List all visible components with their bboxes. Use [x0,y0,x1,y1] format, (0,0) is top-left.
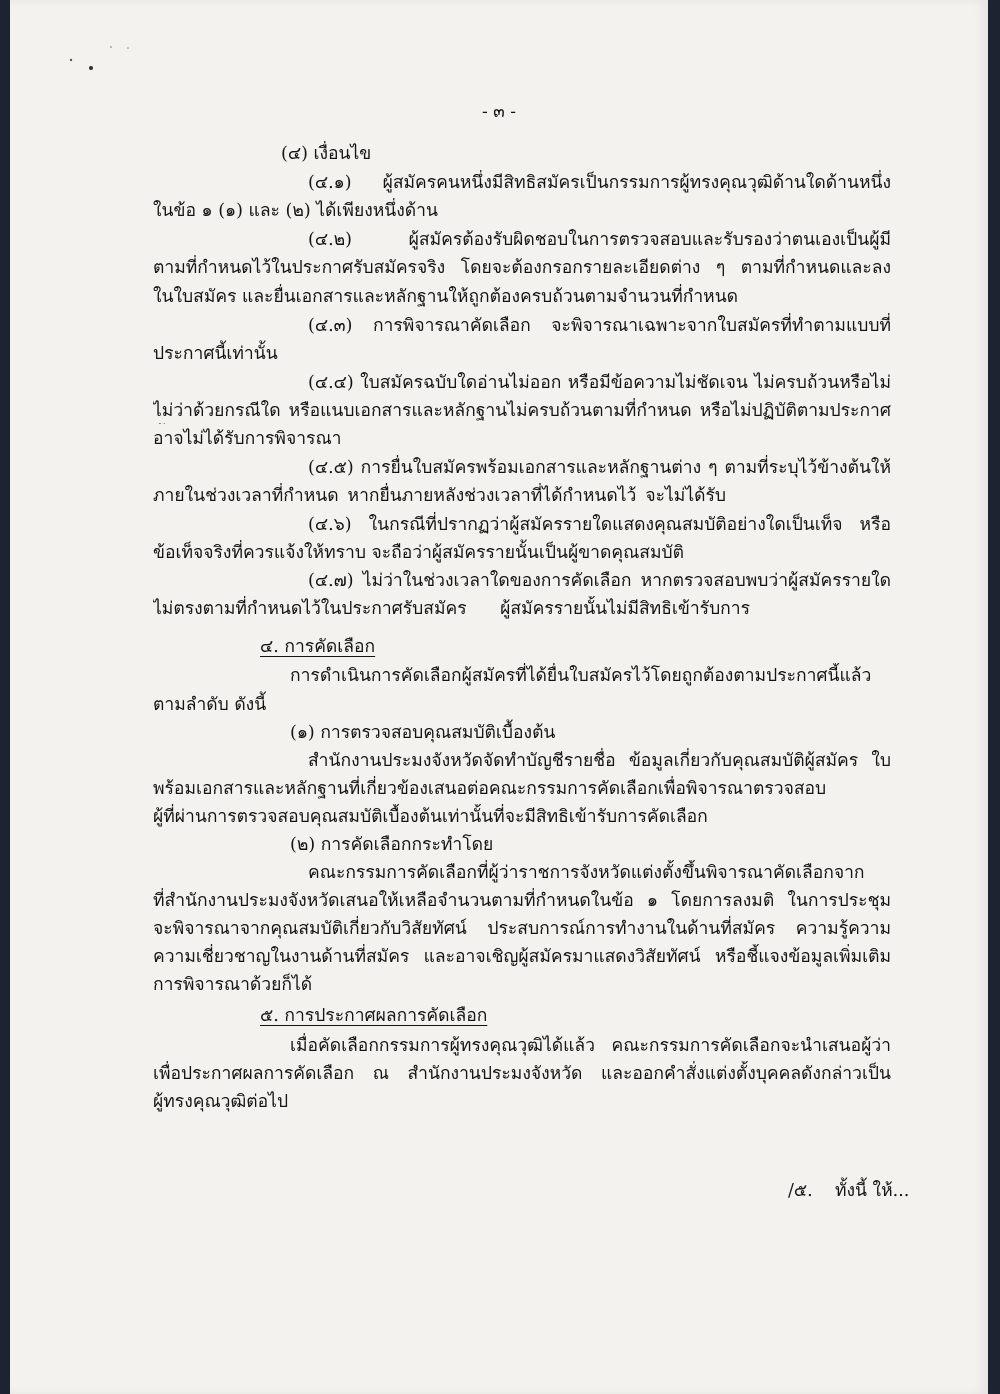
paragraph-line: ในข้อ ๑ (๑) และ (๒) ได้เพียงหนึ่งด้าน [153,201,438,221]
paragraph-line: (๔.๗) ไม่ว่าในช่วงเวลาใดของการคัดเลือก หากตรวจสอบพบว่าผู้สมัครรายใด [308,571,891,591]
speck [127,47,129,49]
subsection-heading: (๑) การตรวจสอบคุณสมบัติเบื้องต้น [290,723,556,743]
paragraph-line: (๔.๓) การพิจารณาคัดเลือก จะพิจารณาเฉพาะจากใบสมัครที่ทำตามแบบที่ [308,316,891,336]
paragraph-line: (๔.๕) การยื่นใบสมัครพร้อมเอกสารและหลักฐานต่าง ๆ ตามที่ระบุไว้ข้างต้นให้ [308,458,891,478]
paragraph-line: การพิจารณาด้วยก็ได้ [153,975,313,995]
section-conditions-heading: (๔) เงื่อนไข [281,144,372,164]
paragraph-line: ในใบสมัคร และยื่นเอกสารและหลักฐานให้ถูกต้องครบถ้วนตามจำนวนที่กำหนด [153,287,739,307]
paragraph-line: ไม่ตรงตามที่กำหนดไว้ในประกาศรับสมัคร ผู้สมัครรายนั้นไม่มีสิทธิเข้ารับการ [153,599,750,619]
paragraph-line: คณะกรรมการคัดเลือกที่ผู้ว่าราชการจังหวัดแต่งตั้งขึ้นพิจารณาคัดเลือกจาก [308,863,865,883]
paragraph-line: (๔.๔) ใบสมัครฉบับใดอ่านไม่ออก หรือมีข้อความไม่ชัดเจน ไม่ครบถ้วนหรือไม่ [308,373,891,393]
paragraph-line: เพื่อประกาศผลการคัดเลือก ณ สำนักงานประมงจังหวัด และออกคำสั่งแต่งตั้งบุคคลดังกล่าวเป็น [153,1064,891,1084]
section-announcement-heading: ๕. การประกาศผลการคัดเลือก [260,1006,488,1026]
paragraph-line: ความเชี่ยวชาญในงานด้านที่สมัคร และอาจเชิญผู้สมัครมาแสดงวิสัยทัศน์ หรือชี้แจงข้อมูลเพิ่มเติม [153,947,891,967]
paragraph-line: จะพิจารณาจากคุณสมบัติเกี่ยวกับวิสัยทัศน์ ประสบการณ์การทำงานในด้านที่สมัคร ความรู้ความ [153,919,891,939]
paragraph-line: ภายในช่วงเวลาที่กำหนด หากยื่นภายหลังช่วงเวลาที่ได้กำหนดไว้ จะไม่ได้รับ [153,486,726,506]
speck [110,46,112,48]
paragraph-line: ข้อเท็จจริงที่ควรแจ้งให้ทราบ จะถือว่าผู้สมัครรายนั้นเป็นผู้ขาดคุณสมบัติ [153,543,684,563]
section-selection-heading: ๔. การคัดเลือก [260,637,376,657]
paragraph-line: ผู้ทรงคุณวุฒิต่อไป [153,1092,289,1112]
continuation-marker: /๕. ทั้งนี้ ให้... [788,1181,910,1201]
paragraph-line: ตามที่กำหนดไว้ในประกาศรับสมัครจริง โดยจะต้องกรอกรายละเอียดต่าง ๆ ตามที่กำหนดและลง [153,258,891,278]
paragraph-line: (๔.๒) ผู้สมัครต้องรับผิดชอบในการตรวจสอบและรับรองว่าตนเองเป็นผู้มี [308,230,891,250]
speck [89,66,93,70]
paragraph-line: (๔.๖) ในกรณีที่ปรากฏว่าผู้สมัครรายใดแสดงคุณสมบัติอย่างใดเป็นเท็จ หรือ [308,515,891,535]
document-page [10,0,988,1394]
paragraph-line: อาจไม่ได้รับการพิจารณา [153,429,342,449]
paragraph-line: เมื่อคัดเลือกกรรมการผู้ทรงคุณวุฒิได้แล้ว คณะกรรมการคัดเลือกจะนำเสนอผู้ว่า [290,1036,891,1056]
paragraph-line: ตามลำดับ ดังนี้ [153,695,267,715]
paragraph-line: ไม่ว่าด้วยกรณีใด หรือแนบเอกสารและหลักฐานไม่ครบถ้วนตามที่กำหนด หรือไม่ปฏิบัติตามประกาศ [153,401,891,421]
paragraph-line: พร้อมเอกสารและหลักฐานที่เกี่ยวข้องเสนอต่อคณะกรรมการคัดเลือกเพื่อพิจารณาตรวจสอบ [153,779,827,799]
paragraph-line: สำนักงานประมงจังหวัดจัดทำบัญชีรายชื่อ ข้อมูลเกี่ยวกับคุณสมบัติผู้สมัคร ใบ [308,751,891,771]
page-number: - ๓ - [482,102,516,122]
speck [70,59,72,61]
subsection-heading: (๒) การคัดเลือกกระทำโดย [290,835,494,855]
paragraph-line: ที่สำนักงานประมงจังหวัดเสนอให้เหลือจำนวนตามที่กำหนดในข้อ ๑ โดยการลงมติ ในการประชุม [153,891,891,911]
paragraph-line: (๔.๑) ผู้สมัครคนหนึ่งมีสิทธิสมัครเป็นกรรมการผู้ทรงคุณวุฒิด้านใดด้านหนึ่ง [308,173,891,193]
paragraph-line: ผู้ที่ผ่านการตรวจสอบคุณสมบัติเบื้องต้นเท่านั้นที่จะมีสิทธิเข้ารับการคัดเลือก [153,807,708,827]
scan-specks [66,40,136,80]
paragraph-line: การดำเนินการคัดเลือกผู้สมัครที่ได้ยื่นใบสมัครไว้โดยถูกต้องตามประกาศนี้แล้ว [290,666,872,686]
paragraph-line: ประกาศนี้เท่านั้น [153,344,278,364]
